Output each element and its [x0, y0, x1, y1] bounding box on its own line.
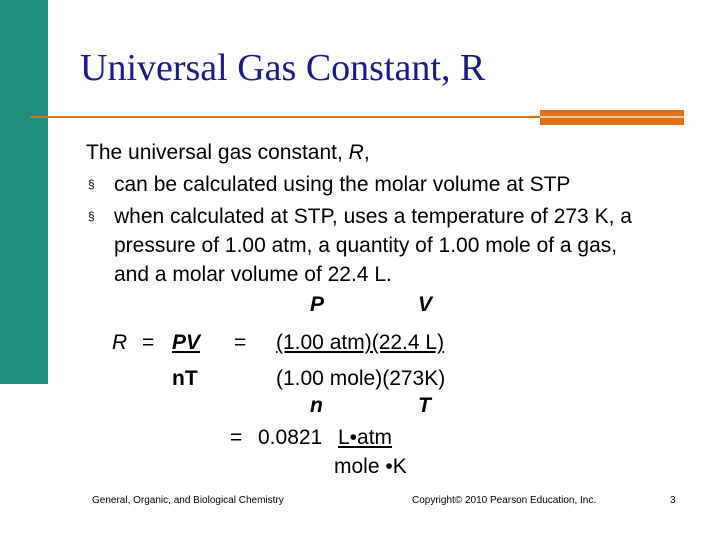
eq-pv: PV	[172, 331, 201, 354]
footer-page-number: 3	[670, 495, 676, 506]
eq-numerator: (1.00 atm)(22.4 L)	[276, 331, 445, 354]
eq-result-unit-numerator: L•atm	[338, 426, 393, 449]
bullet-text-1: can be calculated using the molar volume at STP	[114, 173, 571, 196]
eq-r-symbol: R	[112, 331, 128, 354]
bullet-marker: §	[88, 177, 95, 191]
eq-equals-1: =	[142, 331, 155, 354]
eq-label-t: T	[418, 394, 431, 417]
bullet-marker: §	[88, 209, 95, 223]
intro-line	[86, 140, 370, 165]
intro-suffix: ,	[363, 141, 370, 164]
eq-denominator: (1.00 mole)(273K)	[276, 367, 446, 390]
intro-prefix: The universal gas constant,	[86, 141, 349, 164]
title-underline-rule	[30, 116, 540, 118]
eq-result-unit-denominator: mole •K	[334, 455, 407, 478]
bullet-text-2-cont: pressure of 1.00 atm, a quantity of 1.00 mole of a gas,	[114, 234, 618, 257]
footer-course-title: General, Organic, and Biological Chemistry	[92, 495, 284, 506]
footer-copyright: Copyright© 2010 Pearson Education, Inc.	[412, 495, 597, 506]
eq-label-v: V	[418, 293, 433, 316]
eq-result-value: 0.0821	[258, 426, 323, 449]
intro-variable: R	[348, 141, 364, 164]
eq-nt: nT	[172, 367, 198, 390]
eq-equals-2: =	[234, 331, 247, 354]
side-accent-bar	[0, 0, 48, 384]
bullet-text-2-cont-2: and a molar volume of 22.4 L.	[114, 263, 392, 286]
bullet-text-2: when calculated at STP, uses a temperature of 273 K, a	[114, 205, 632, 228]
eq-label-p: P	[310, 293, 325, 316]
eq-label-n: n	[310, 394, 323, 417]
title-rule-accent	[540, 110, 684, 125]
eq-result-equals: =	[230, 426, 243, 449]
slide-title: Universal Gas Constant, R	[80, 47, 486, 89]
